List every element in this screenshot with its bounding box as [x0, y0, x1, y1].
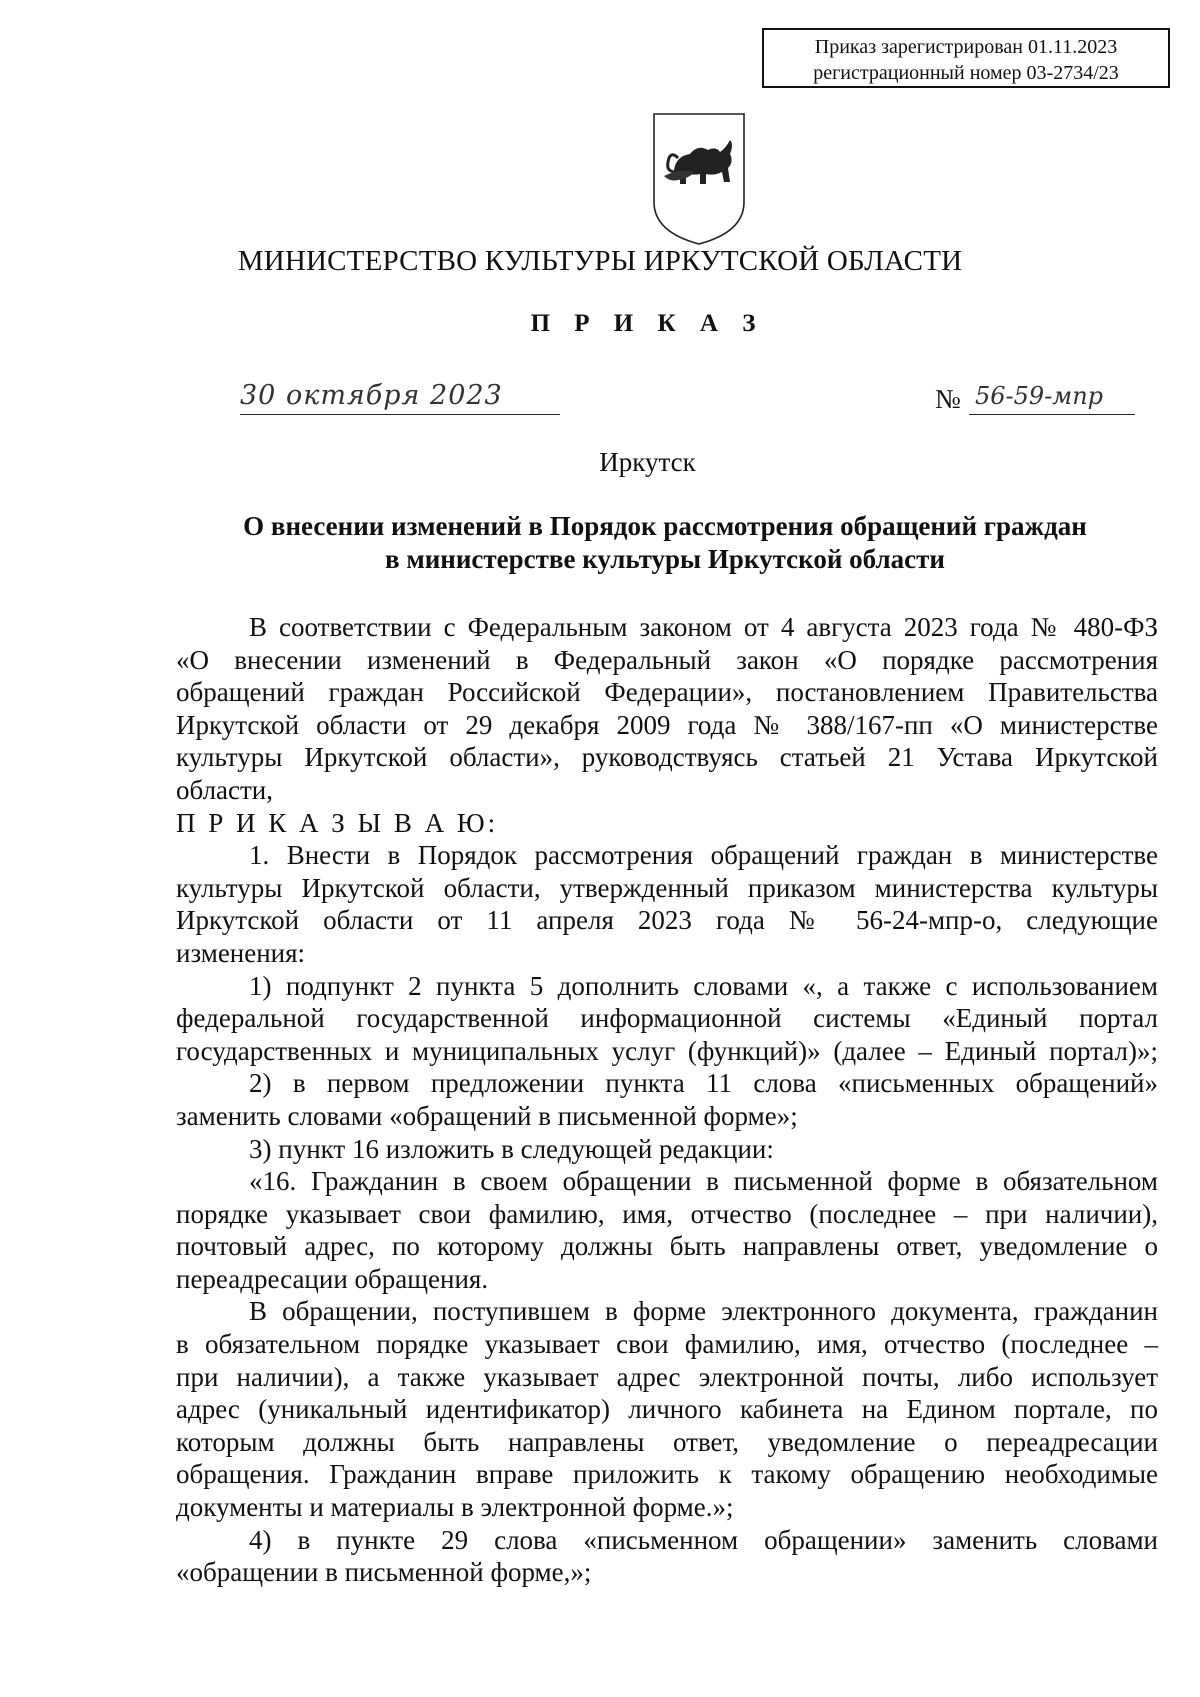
registration-line-1: Приказ зарегистрирован 01.11.2023 — [814, 36, 1118, 58]
body-line: 1. Внести в Порядок рассмотрения обращений граждан в министерстве — [249, 840, 1158, 871]
body-line: Иркутской области от 29 декабря 2009 года № 388/167-пп «О министерстве — [176, 709, 1158, 740]
body-line: «16. Гражданин в своем обращении в письменной форме в обязательном — [249, 1166, 1158, 1197]
irkutsk-coat-of-arms-icon — [650, 110, 748, 248]
city: Иркутск — [599, 447, 696, 477]
document-subject — [170, 510, 1160, 576]
body-line: культуры Иркутской области», руководствуясь статьей 21 Устава Иркутской — [176, 742, 1158, 773]
body-line: обращений граждан Российской Федерации», постановлением Правительства — [176, 677, 1158, 708]
registration-stamp — [762, 28, 1170, 88]
body-line: В обращении, поступившем в форме электронного документа, гражданин — [249, 1296, 1158, 1327]
body-line: Иркутской области от 11 апреля 2023 года № 56-24-мпр-о, следующие — [176, 905, 1158, 936]
body-line: культуры Иркутской области, утвержденный приказом министерства культуры — [176, 872, 1158, 903]
registration-line-2: регистрационный номер 03-2734/23 — [813, 62, 1119, 84]
body-line: «обращении в письменной форме,»; — [176, 1557, 592, 1588]
body-line: заменить словами «обращений в письменной форме»; — [176, 1100, 798, 1131]
body-line: «О внесении изменений в Федеральный закон «О порядке рассмотрения — [176, 644, 1158, 675]
body-line: переадресации обращения. — [176, 1263, 489, 1294]
document-body — [176, 611, 1158, 1589]
body-line: обращения. Гражданин вправе приложить к такому обращению необходимые — [176, 1459, 1158, 1490]
number-underline — [969, 380, 1135, 415]
body-line: государственных и муниципальных услуг (функций)» (далее – Единый портал)»; — [176, 1035, 1158, 1066]
body-line: В соответствии с Федеральным законом от 4 августа 2023 года № 480-ФЗ — [249, 612, 1158, 642]
document-type: П Р И К А З — [530, 310, 765, 337]
body-line: 2) в первом предложении пункта 11 слова «письменных обращений» — [249, 1068, 1158, 1099]
body-line: изменения: — [176, 937, 306, 968]
body-line: федеральной государственной информационной системы «Единый портал — [176, 1003, 1158, 1034]
date-field — [240, 380, 560, 415]
subject-line: О внесении изменений в Порядок рассмотрения обращений граждан — [243, 511, 1087, 541]
body-line: области, — [176, 774, 274, 805]
body-line: 4) в пункте 29 слова «письменном обращении» заменить словами — [249, 1524, 1158, 1555]
number-field — [935, 380, 1135, 414]
body-line: порядке указывает свои фамилию, имя, отчество (последнее – при наличии), — [176, 1198, 1158, 1229]
body-line: которым должны быть направлены ответ, уведомление о переадресации — [176, 1426, 1158, 1457]
body-line: 1) подпункт 2 пункта 5 дополнить словами «, а также с использованием — [249, 970, 1158, 1001]
body-line: почтовый адрес, по которому должны быть направлены ответ, уведомление о — [176, 1231, 1158, 1262]
handwritten-number: 56-59-мпр — [975, 382, 1104, 410]
body-line: адрес (уникальный идентификатор) личного кабинета на Едином портале, по — [176, 1394, 1158, 1425]
body-line: документы и материалы в электронной форме.»; — [176, 1492, 734, 1523]
number-sign: № — [935, 384, 961, 414]
body-line: 3) пункт 16 изложить в следующей редакции: — [249, 1133, 774, 1164]
handwritten-date: 30 октября 2023 — [240, 380, 503, 411]
body-line: при наличии), а также указывает адрес электронной почты, либо использует — [176, 1361, 1158, 1392]
body-line: П Р И К А З Ы В А Ю: — [176, 807, 499, 838]
ministry-name: МИНИСТЕРСТВО КУЛЬТУРЫ ИРКУТСКОЙ ОБЛАСТИ — [237, 245, 963, 277]
body-line: в обязательном порядке указывает свои фамилию, имя, отчество (последнее – — [176, 1329, 1158, 1360]
subject-line: в министерстве культуры Иркутской области — [385, 544, 945, 574]
